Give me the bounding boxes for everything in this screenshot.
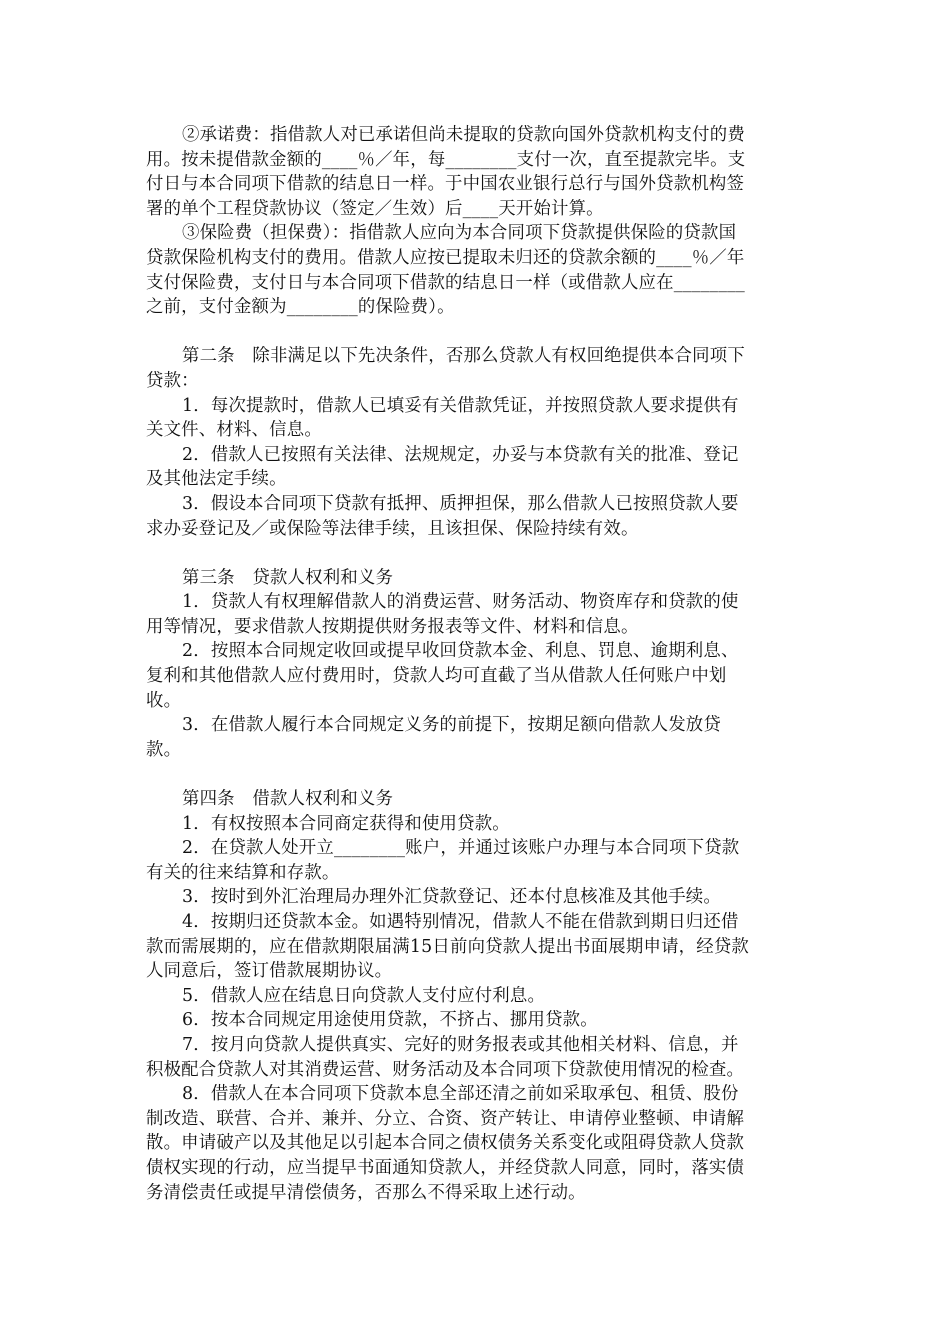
text-line: 4．按期归还贷款本金。如遇特别情况，借款人不能在借款到期日归还借 (182, 912, 739, 932)
text-line: 制改造、联营、合并、兼并、分立、合资、资产转让、申请停业整顿、申请解 (146, 1108, 745, 1129)
text-line: 2．按照本合同规定收回或提早收回贷款本金、利息、罚息、逾期利息、 (182, 641, 739, 662)
text-line: 第三条 贷款人权利和义务 (182, 567, 394, 588)
text-line: 第二条 除非满足以下先决条件，否那么贷款人有权回绝提供本合同项下 (182, 346, 745, 367)
text-line: 付日与本合同项下借款的结息日一样。于中国农业银行总行与国外贷款机构签 (146, 174, 745, 195)
document-body (146, 123, 806, 1205)
text-line: 有关的往来结算和存款。 (146, 862, 340, 883)
text-line: 收。 (146, 690, 182, 711)
text-line: 贷款保险机构支付的费用。借款人应按已提取未归还的贷款余额的____％／年 (146, 247, 745, 268)
text-line: 之前，支付金额为________的保险费）。 (146, 297, 455, 318)
text-line: 务清偿责任或提早清偿债务，否那么不得采取上述行动。 (146, 1182, 586, 1203)
paragraph-gap (146, 320, 806, 345)
text-line: 复利和其他借款人应付费用时，贷款人均可直截了当从借款人任何账户中划 (146, 666, 727, 687)
text-line: 2．在贷款人处开立________账户，并通过该账户办理与本合同项下贷款 (182, 838, 740, 859)
text-line: 债权实现的行动，应当提早书面通知贷款人，并经贷款人同意，同时，落实债 (146, 1157, 745, 1178)
text-line: 3．在借款人履行本合同规定义务的前提下，按期足额向借款人发放贷 (182, 715, 721, 736)
text-line: 3．按时到外汇治理局办理外汇贷款登记、还本付息核准及其他手续。 (182, 887, 721, 908)
text-line: 积极配合贷款人对其消费运营、财务活动及本合同项下贷款使用情况的检查。 (146, 1059, 745, 1080)
text-line: 2．借款人已按照有关法律、法规规定，办妥与本贷款有关的批准、登记 (182, 444, 739, 465)
text-line: 1．有权按照本合同商定获得和使用贷款。 (182, 813, 510, 834)
text-line: 7．按月向贷款人提供真实、完好的财务报表或其他相关材料、信息，并 (182, 1034, 739, 1055)
text-line: 用。按未提借款金额的____％／年，每________支付一次，直至提款完毕。支 (146, 149, 746, 170)
text-line: 散。申请破产以及其他足以引起本合同之债权债务关系变化或阻碍贷款人贷款 (146, 1133, 745, 1154)
text-line: 1．每次提款时，借款人已填妥有关借款凭证，并按照贷款人要求提供有 (182, 395, 739, 416)
text-line: 5．借款人应在结息日向贷款人支付应付利息。 (182, 985, 546, 1006)
text-line: 3．假设本合同项下贷款有抵押、质押担保，那么借款人已按照贷款人要 (182, 493, 739, 514)
text-line: 署的单个工程贷款协议（签定／生效）后____天开始计算。 (146, 198, 604, 219)
text-line: 贷款： (146, 370, 199, 391)
text-line: 人同意后，签订借款展期协议。 (146, 961, 393, 982)
text-line: 用等情况，要求借款人按期提供财务报表等文件、材料和信息。 (146, 616, 639, 637)
paragraph-gap (146, 762, 806, 787)
text-line: ③保险费（担保费）：指借款人应向为本合同项下贷款提供保险的贷款国 (182, 223, 737, 244)
text-line: 8．借款人在本合同项下贷款本息全部还清之前如采取承包、租赁、股份 (182, 1084, 739, 1105)
text-line: 款而需展期的，应在借款期限届满15日前向贷款人提出书面展期申请，经贷款 (146, 936, 750, 957)
text-line: 及其他法定手续。 (146, 469, 287, 490)
paragraph-gap (146, 541, 806, 566)
text-line: ②承诺费：指借款人对已承诺但尚未提取的贷款向国外贷款机构支付的费 (182, 125, 745, 145)
text-line: 关文件、材料、信息。 (146, 420, 322, 441)
text-line: 求办妥登记及／或保险等法律手续，且该担保、保险持续有效。 (146, 518, 639, 539)
text-line: 1．贷款人有权理解借款人的消费运营、财务活动、物资库存和贷款的使 (182, 592, 739, 613)
text-line: 6．按本合同规定用途使用贷款，不挤占、挪用贷款。 (182, 1010, 598, 1031)
text-line: 第四条 借款人权利和义务 (182, 789, 394, 810)
text-line: 支付保险费，支付日与本合同项下借款的结息日一样（或借款人应在________ (146, 272, 745, 293)
text-line: 款。 (146, 739, 182, 760)
